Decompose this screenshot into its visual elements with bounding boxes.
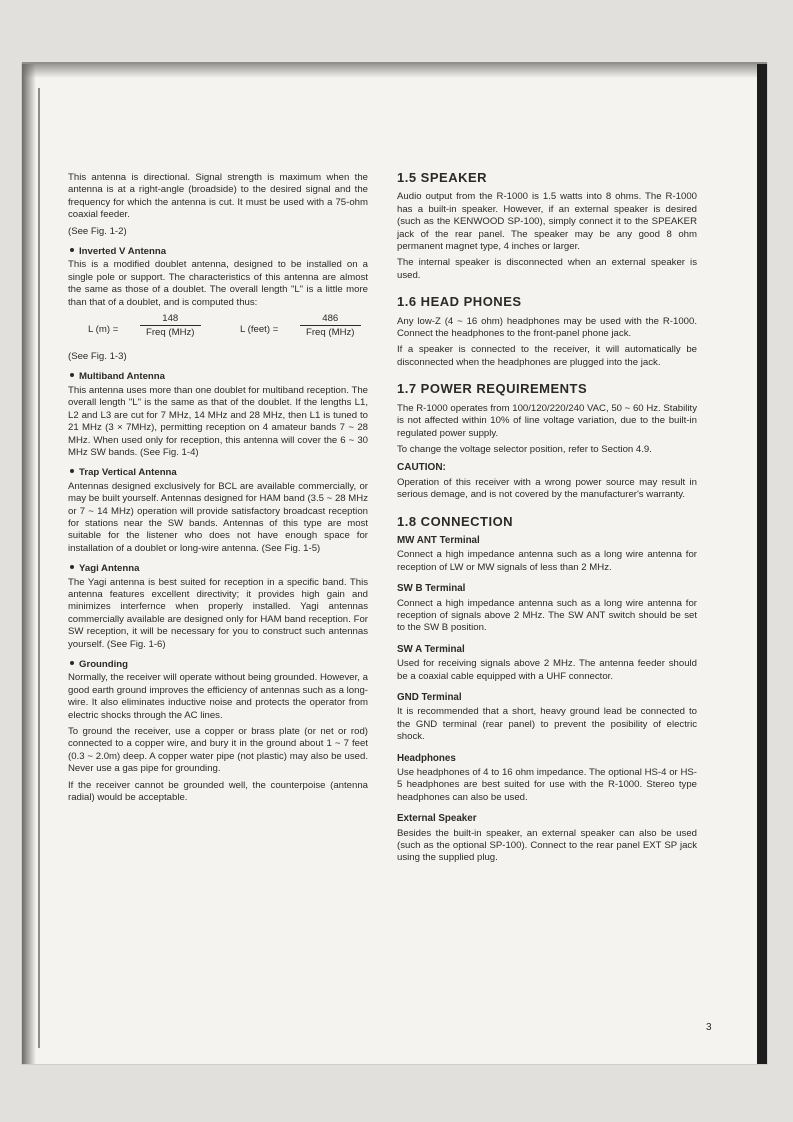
formula-feet-lhs: L (feet) = bbox=[240, 324, 279, 336]
speaker-section-heading: 1.5 SPEAKER bbox=[397, 170, 488, 185]
formula-meters-lhs: L (m) = bbox=[88, 324, 119, 336]
sw-a-heading: SW A Terminal bbox=[397, 643, 465, 655]
formula-feet-fraction bbox=[300, 313, 361, 340]
formula-feet-denominator: Freq (MHz) bbox=[300, 325, 361, 339]
scan-top-shadow bbox=[22, 62, 767, 78]
inverted-v-text: This is a modified doublet antenna, designed to be installed on a single pole or support. The characteristics of this antenna are almost the same as those of a doublet. The overall length "L" is a little more than that of a doublet, and is computed thus: bbox=[68, 259, 368, 308]
grounding-paragraph-1: Normally, the receiver will operate without being grounded. However, a good earth ground improves the efficiency of antennas such as a long-wire. It also eliminates inductive noise and protects the operator from electric shocks through the AC lines. bbox=[68, 672, 368, 721]
external-speaker-heading: External Speaker bbox=[397, 813, 477, 825]
mw-ant-heading: MW ANT Terminal bbox=[397, 534, 480, 546]
yagi-text: The Yagi antenna is best suited for reception in a specific band. This antenna features excellent directivity; it provides high gain and minimizes interfernce when properly installed. Yagi antennas commercially available are designed only for HAM band reception. For SW reception, it will be necessary for you to construct such antennas yourself. (See Fig. 1-6) bbox=[68, 576, 368, 650]
formula-feet-numerator: 486 bbox=[322, 313, 339, 325]
connection-section-heading: 1.8 CONNECTION bbox=[397, 513, 514, 529]
trap-vertical-text: Antennas designed exclusively for BCL are available commercially, or may be built yourself. Antennas designed for HAM band (3.5 ~ 28 MHz or 7 ~ 14 MHz) operation will provide satisfactory broadcast reception for stations near the SW bands. Antennas of this type are most suitable for the listener who does not have enough space for installation of a doublet or long-wire antenna. (See Fig. 1-5) bbox=[68, 480, 368, 554]
scan-binding-edge bbox=[22, 64, 36, 1064]
headphones-paragraph-2: If a speaker is connected to the receiver, it will automatically be disconnected when the headphones are plugged into the jack. bbox=[397, 344, 697, 368]
speaker-paragraph-2: The internal speaker is disconnected when an external speaker is used. bbox=[397, 257, 697, 281]
speaker-paragraph-1: Audio output from the R-1000 is 1.5 watts into 8 ohms. The R-1000 has a built-in speaker. However, if an external speaker is desired (such as the KENWOOD SP-100), simply connect it to the SPEAKER jack of the rear panel. The speaker may be any good 8 ohm permanent magnet type, 4 inches or larger. bbox=[397, 191, 697, 253]
scan-margin-line bbox=[38, 88, 40, 1048]
inverted-v-figure-ref: (See Fig. 1-3) bbox=[68, 351, 127, 363]
mw-ant-text: Connect a high impedance antenna such as a long wire antenna for reception of LW or MW signals of less than 2 MHz. bbox=[397, 549, 697, 573]
bullet-icon bbox=[70, 565, 74, 569]
left-column bbox=[68, 172, 368, 808]
power-paragraph-1: The R-1000 operates from 100/120/220/240 VAC, 50 ~ 60 Hz. Stability is not affected within 10% of line voltage variation, due to the built-in regulated power supply. bbox=[397, 402, 697, 439]
external-speaker-text: Besides the built-in speaker, an external speaker can also be used (such as the optional SP-100). Connect to the rear panel EXT SP jack using the supplied plug. bbox=[397, 827, 697, 864]
bullet-icon bbox=[70, 661, 74, 665]
power-section-heading: 1.7 POWER REQUIREMENTS bbox=[397, 381, 588, 397]
bullet-icon bbox=[70, 469, 74, 473]
sw-b-text: Connect a high impedance antenna such as a long wire antenna for reception of signals above 2 MHz. The SW ANT switch should be set to the SW B position. bbox=[397, 597, 697, 634]
intro-paragraph: This antenna is directional. Signal strength is maximum when the antenna is at a right-angle (broadside) to the desired signal and the frequency for which the antenna is cut. It must be used with a 75-ohm coaxial feeder. bbox=[68, 172, 368, 221]
power-paragraph-2: To change the voltage selector position, refer to Section 4.9. bbox=[397, 443, 652, 455]
grounding-heading: Grounding bbox=[68, 659, 368, 671]
sw-b-heading: SW B Terminal bbox=[397, 583, 466, 595]
headphones-terminal-text: Use headphones of 4 to 16 ohm impedance. The optional HS-4 or HS-5 headphones are best suited for use with the R-1000. Stereo type headphones can also be used. bbox=[397, 767, 697, 803]
right-column bbox=[397, 172, 697, 869]
inverted-v-heading: Inverted V Antenna bbox=[68, 246, 368, 258]
grounding-paragraph-3: If the receiver cannot be grounded well, the counterpoise (antenna radial) would be acceptable. bbox=[68, 779, 368, 804]
grounding-paragraph-2: To ground the receiver, use a copper or brass plate (or net or rod) connected to a copper wire, and bury it in the ground about 1 ~ 7 feet (0.3 ~ 2.0m) deep. A copper water pipe (not plastic) may also be used. Never use a gas pipe for grounding. bbox=[68, 726, 368, 775]
bullet-icon bbox=[70, 373, 74, 377]
intro-figure-ref: (See Fig. 1-2) bbox=[68, 225, 127, 237]
headphones-paragraph-1: Any low-Z (4 ~ 16 ohm) headphones may be used with the R-1000. Connect the headphones to the front-panel phone jack. bbox=[397, 315, 697, 340]
bullet-icon bbox=[70, 248, 74, 252]
formula-meters-fraction bbox=[140, 313, 201, 340]
gnd-heading: GND Terminal bbox=[397, 692, 462, 703]
formula-meters-denominator: Freq (MHz) bbox=[140, 325, 201, 339]
multiband-text: This antenna uses more than one doublet for multiband reception. The overall length "L" is the same as that of the doublet. If the lengths L1, L2 and L3 are cut for 7 MHz, 14 MHz and 28 MHz, then L1 is tuned to 21 MHz (3 × 7MHz), permitting reception on 4 amateur bands 7 ~ 28 MHz. When used only for reception, this antenna will cover the 6 ~ 30 MHz SW bands. (See Fig. 1-4) bbox=[68, 384, 368, 458]
trap-vertical-heading: Trap Vertical Antenna bbox=[68, 467, 368, 479]
caution-heading: CAUTION: bbox=[397, 462, 446, 474]
sw-a-text: Used for receiving signals above 2 MHz. The antenna feeder should be a coaxial cable equipped with a UHF connector. bbox=[397, 658, 697, 682]
multiband-heading: Multiband Antenna bbox=[68, 371, 368, 383]
gnd-text: It is recommended that a short, heavy ground lead be connected to the GND terminal (rear panel) to prevent the posibility of electric shock. bbox=[397, 706, 697, 743]
yagi-heading: Yagi Antenna bbox=[68, 563, 368, 575]
caution-text: Operation of this receiver with a wrong power source may result in serious demage, and is not covered by the manufacturer's warranty. bbox=[397, 476, 697, 501]
headphones-terminal-heading: Headphones bbox=[397, 752, 456, 764]
scan-right-edge bbox=[757, 64, 767, 1064]
headphones-section-heading: 1.6 HEAD PHONES bbox=[397, 294, 522, 310]
length-formula bbox=[68, 313, 368, 347]
formula-meters-numerator: 148 bbox=[162, 313, 179, 325]
page-number: 3 bbox=[706, 1022, 712, 1033]
